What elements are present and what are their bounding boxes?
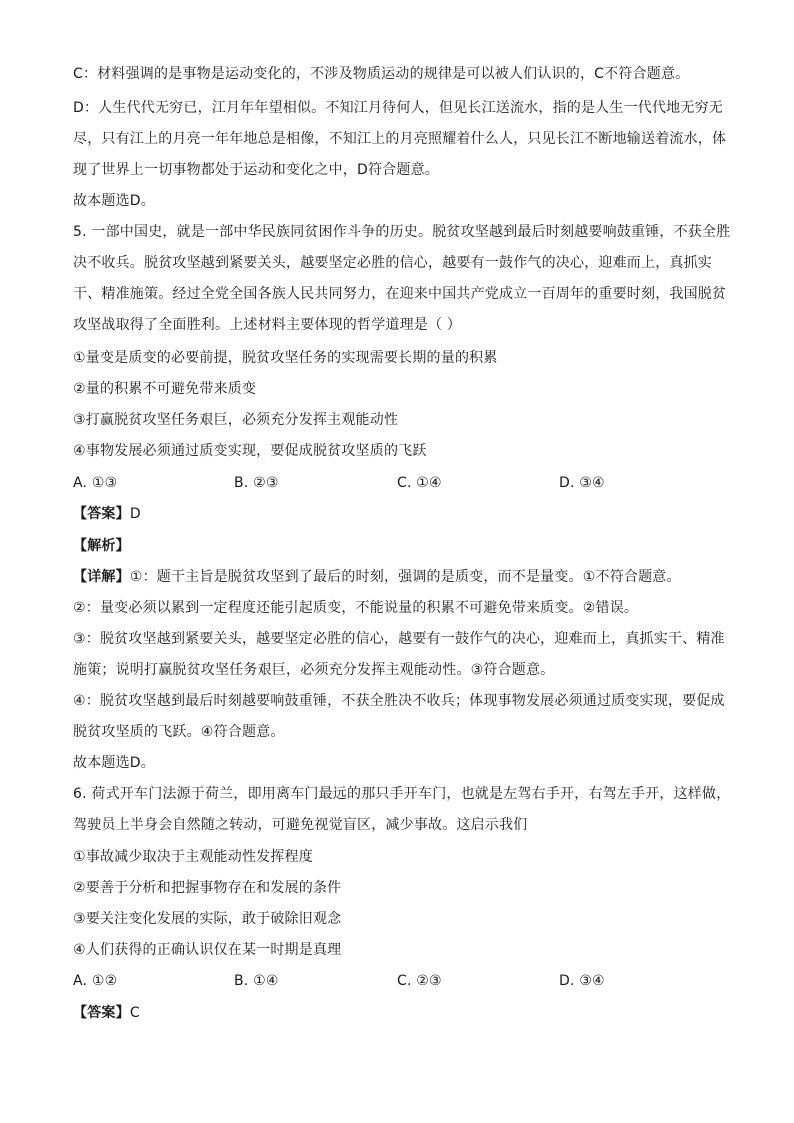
q5-detail-line: ④：脱贫攻坚越到最后时刻越要响鼓重锤，不获全胜决不收兵；体现事物发展必须通过质变实现，要促成 [73,693,725,709]
analysis-conclusion: 故本题选D。 [73,193,155,209]
q6-statement: ①事故减少取决于主观能动性发挥程度 [73,849,313,865]
q5-detail-line: 脱贫攻坚质的飞跃。④符合题意。 [73,724,285,740]
q5-analysis-heading [73,536,724,556]
q6-option-b: B. ①④ [234,973,279,989]
q5-stem-line: 决不收兵。脱贫攻坚越到紧要关头，越要坚定必胜的信心，越要有一鼓作气的决心，迎难而上，真抓实 [73,255,712,271]
q5-option-c: C. ①④ [397,475,442,491]
q5-stem-line: 干、精准施策。经过全党全国各族人民共同努力，在迎来中国共产党成立一百周年的重要时刻，我国脱贫 [73,286,727,302]
answer-label: 【答案】 [73,1005,130,1021]
analysis-label: 【解析】 [73,538,130,554]
analysis-option-d-line: 现了世界上一切事物都处于运动和变化之中，D符合题意。 [73,162,439,178]
q5-answer [73,504,724,524]
q5-statement: ②量的积累不可避免带来质变 [73,381,257,397]
answer-label: 【答案】 [73,506,130,522]
q5-option-a: A. ①③ [73,475,118,491]
q5-stem-line: 5. 一部中国史，就是一部中华民族同贫困作斗争的历史。脱贫攻坚越到最后时刻越要响鼓重锤，不获全胜 [73,224,731,240]
answer-value: D [129,506,141,522]
q6-option-d: D. ③④ [559,973,605,989]
q6-statement: ④人们获得的正确认识仅在某一时期是真理 [73,942,342,958]
q5-detail-line [73,567,724,587]
q6-stem-line: 6. 荷式开车门法源于荷兰，即用离车门最远的那只手开车门，也就是左驾右手开，右驾左手开，这样做， [73,786,731,802]
q5-statement: ③打赢脱贫攻坚任务艰巨，必须充分发挥主观能动性 [73,412,399,428]
q6-stem-line: 驾驶员上半身会自然随之转动，可避免视觉盲区，减少事故。这启示我们 [73,817,528,833]
q5-stem-line: 攻坚战取得了全面胜利。上述材料主要体现的哲学道理是（ ） [73,317,462,333]
q5-detail-line: ②：量变必须以累到一定程度还能引起质变，不能说量的积累不可避免带来质变。②错误。 [73,600,639,616]
q6-statement: ③要关注变化发展的实际，敢于破除旧观念 [73,911,342,927]
analysis-option-d-line: 尽，只有江上的月亮一年年地总是相像，不知江上的月亮照耀着什么人，只见长江不断地输送着流水，体 [73,131,727,147]
q5-option-d: D. ③④ [559,475,605,491]
q6-statement: ②要善于分析和把握事物存在和发展的条件 [73,880,342,896]
q5-detail-line: 施策；说明打赢脱贫攻坚任务艰巨，必须充分发挥主观能动性。③符合题意。 [73,662,555,678]
detail-label: 【详解】 [73,569,130,585]
analysis-option-d-line: D：人生代代无穷已，江月年年望相似。不知江月待何人，但见长江送流水，指的是人生一代代地无穷无 [73,100,723,116]
q6-option-a: A. ①② [73,973,118,989]
q5-detail-line: ③：脱贫攻坚越到紧要关头，越要坚定必胜的信心，越要有一鼓作气的决心，迎难而上，真抓实干、精准 [73,631,725,647]
analysis-option-c: C：材料强调的是事物是运动变化的，不涉及物质运动的规律是可以被人们认识的，C不符合题意。 [73,66,690,82]
q5-conclusion: 故本题选D。 [73,755,155,771]
q6-option-c: C. ②③ [397,973,442,989]
q5-option-b: B. ②③ [234,475,279,491]
detail-text: ①：题干主旨是脱贫攻坚到了最后的时刻，强调的是质变，而不是量变。①不符合题意。 [129,569,681,585]
answer-value: C [129,1005,140,1021]
q6-answer [73,1003,724,1023]
q5-statement: ④事物发展必须通过质变实现，要促成脱贫攻坚质的飞跃 [73,443,427,459]
q5-statement: ①量变是质变的必要前提，脱贫攻坚任务的实现需要长期的量的积累 [73,350,498,366]
